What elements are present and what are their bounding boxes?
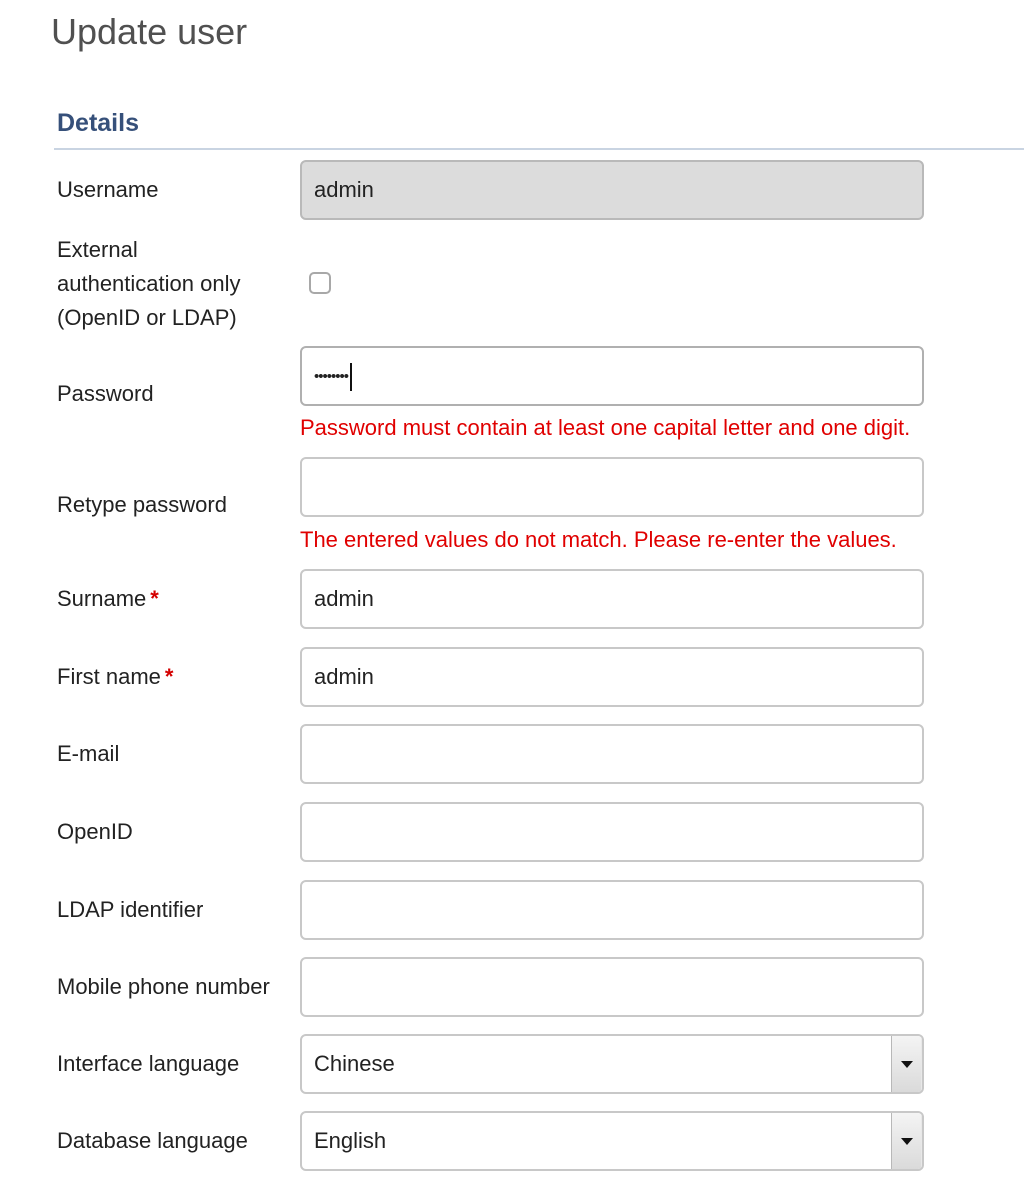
username-field [300,160,924,220]
database-language-selected-value: English [314,1128,387,1153]
ldap-identifier-field[interactable] [300,880,924,940]
first-name-label [57,660,173,694]
email-field[interactable] [300,724,924,784]
external-auth-checkbox[interactable] [309,272,331,294]
database-language-select[interactable] [300,1111,924,1171]
interface-language-selected-value: Chinese [314,1051,395,1076]
select-dropdown-button[interactable] [891,1113,922,1169]
page-title: Update user [51,11,248,52]
chevron-down-icon [901,1061,913,1068]
password-error-message: Password must contain at least one capital letter and one digit. [300,415,911,440]
surname-label-text: Surname [57,586,147,611]
section-title-details: Details [57,109,139,137]
first-name-field[interactable] [300,647,924,707]
surname-field[interactable] [300,569,924,629]
section-divider [54,148,1024,150]
password-label: Password [57,381,154,406]
ldap-identifier-label: LDAP identifier [57,897,204,922]
mobile-phone-field[interactable] [300,957,924,1017]
first-name-label-text: First name [57,664,161,689]
external-auth-label-line3: (OpenID or LDAP) [57,305,237,330]
interface-language-select[interactable] [300,1034,924,1094]
username-value: admin [314,177,374,202]
retype-password-field[interactable] [300,457,924,517]
openid-label: OpenID [57,819,133,844]
openid-field[interactable] [300,802,924,862]
text-caret [350,363,352,391]
surname-value: admin [314,586,374,611]
retype-password-label: Retype password [57,492,227,517]
surname-label [57,582,159,616]
retype-password-error-message: The entered values do not match. Please re-enter the values. [300,527,897,552]
email-label: E-mail [57,741,120,766]
required-mark: * [164,664,174,689]
chevron-down-icon [901,1138,913,1145]
external-auth-label-line1: External [57,237,138,262]
mobile-phone-label: Mobile phone number [57,974,270,999]
first-name-value: admin [314,664,374,689]
database-language-label: Database language [57,1128,248,1153]
interface-language-label: Interface language [57,1051,240,1076]
external-auth-label-line2: authentication only [57,271,241,296]
password-masked-value: •••••••• [314,368,349,386]
password-field[interactable] [300,346,924,406]
required-mark: * [150,586,159,611]
username-label: Username [57,177,159,202]
select-dropdown-button[interactable] [891,1036,922,1092]
